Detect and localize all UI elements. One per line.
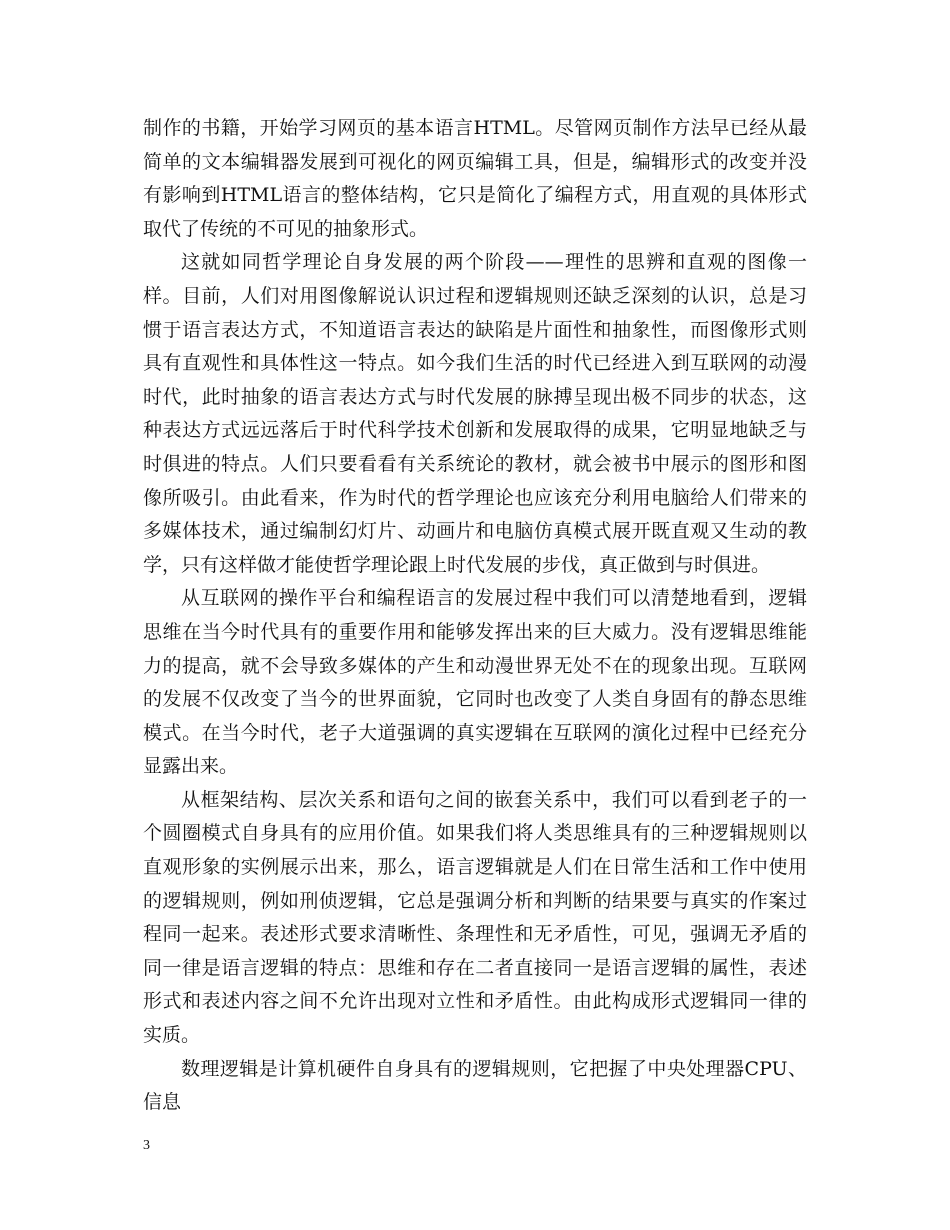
page-number: 3 <box>143 1138 150 1153</box>
paragraph-2: 这就如同哲学理论自身发展的两个阶段——理性的思辨和直观的图像一样。目前，人们对用图像解说认识过程和逻辑规则还缺乏深刻的认识，总是习惯于语言表达方式，不知道语言表达的缺陷是片面性和抽象性，而图像形式则具有直观性和具体性这一特点。如今我们生活的时代已经进入到互联网的动漫时代，此时抽象的语言表达方式与时代发展的脉搏呈现出极不同步的状态，这种表达方式远远落后于时代科学技术创新和发展取得的成果，它明显地缺乏与时俱进的特点。人们只要看看有关系统论的教材，就会被书中展示的图形和图像所吸引。由此看来，作为时代的哲学理论也应该充分利用电脑给人们带来的多媒体技术，通过编制幻灯片、动画片和电脑仿真模式展开既直观又生动的教学，只有这样做才能使哲学理论跟上时代发展的步伐，真正做到与时俱进。 <box>143 251 807 576</box>
body-text <box>143 112 807 1120</box>
paragraph-4: 从框架结构、层次关系和语句之间的嵌套关系中，我们可以看到老子的一个圆圈模式自身具有的应用价值。如果我们将人类思维具有的三种逻辑规则以直观形象的实例展示出来，那么，语言逻辑就是人们在日常生活和工作中使用的逻辑规则，例如刑侦逻辑，它总是强调分析和判断的结果要与真实的作案过程同一起来。表述形式要求清晰性、条理性和无矛盾性，可见，强调无矛盾的同一律是语言逻辑的特点：思维和存在二者直接同一是语言逻辑的属性，表述形式和表述内容之间不允许出现对立性和矛盾性。由此构成形式逻辑同一律的实质。 <box>143 788 807 1047</box>
paragraph-3: 从互联网的操作平台和编程语言的发展过程中我们可以清楚地看到，逻辑思维在当今时代具有的重要作用和能够发挥出来的巨大威力。没有逻辑思维能力的提高，就不会导致多媒体的产生和动漫世界无处不在的现象出现。互联网的发展不仅改变了当今的世界面貌，它同时也改变了人类自身固有的静态思维模式。在当今时代，老子大道强调的真实逻辑在互联网的演化过程中已经充分显露出来。 <box>143 587 807 778</box>
paragraph-1: 制作的书籍，开始学习网页的基本语言HTML。尽管网页制作方法早已经从最简单的文本编辑器发展到可视化的网页编辑工具，但是，编辑形式的改变并没有影响到HTML语言的整体结构，它只是简化了编程方式，用直观的具体形式取代了传统的不可见的抽象形式。 <box>143 117 807 240</box>
paragraph-5: 数理逻辑是计算机硬件自身具有的逻辑规则，它把握了中央处理器CPU、信息 <box>143 1057 807 1114</box>
